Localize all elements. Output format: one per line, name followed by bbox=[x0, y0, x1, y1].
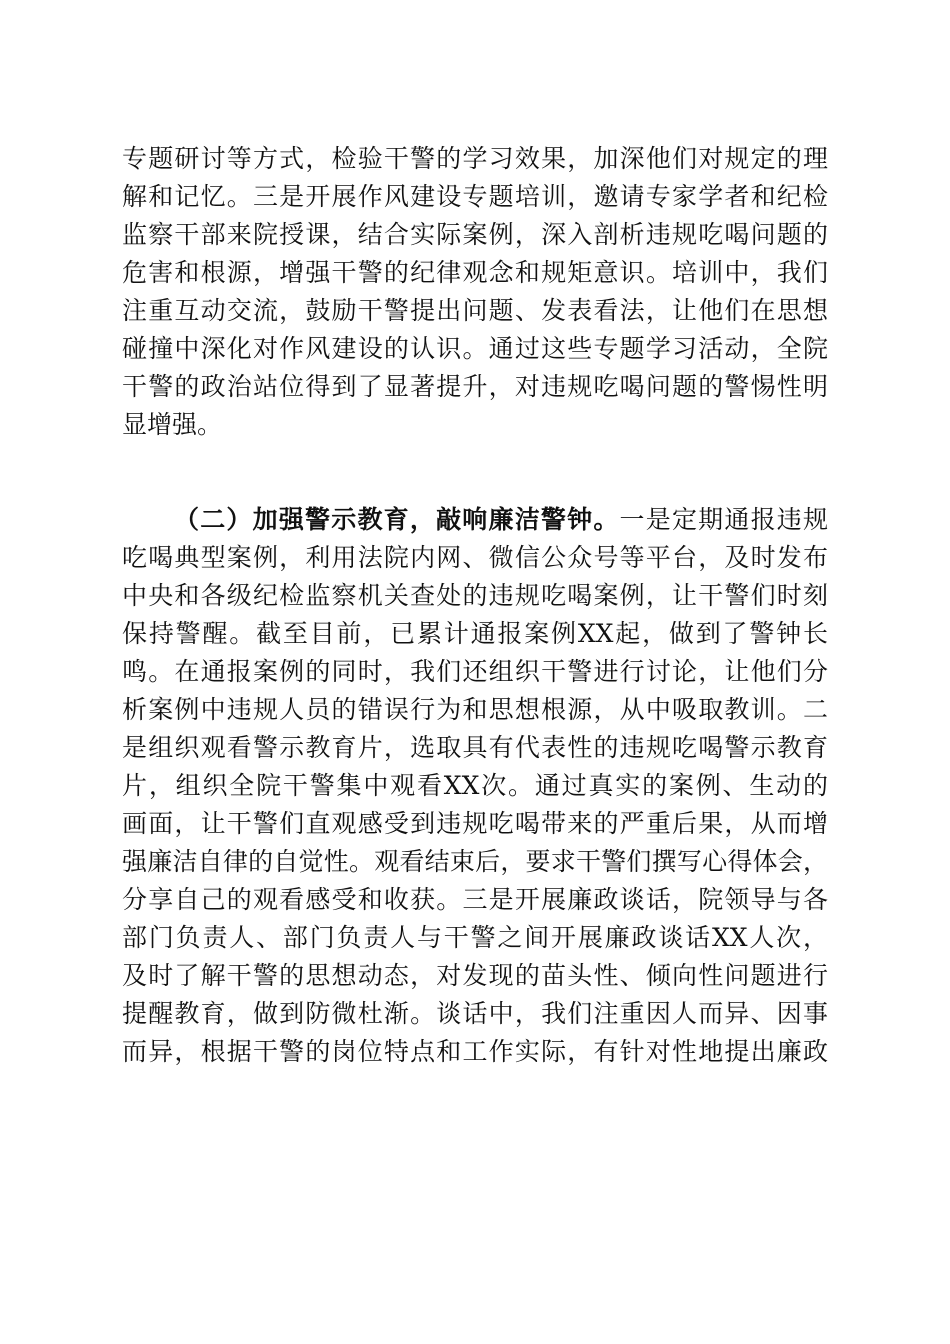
text-line: 强廉洁自律的自觉性。观看结束后，要求干警们撰写心得体会， bbox=[122, 847, 828, 876]
text-line: 部门负责人、部门负责人与干警之间开展廉政谈话XX人次， bbox=[122, 923, 828, 952]
section-heading: （二）加强警示教育，敲响廉洁警钟。 bbox=[174, 505, 620, 534]
text-line: 片，组织全院干警集中观看XX次。通过真实的案例、生动的 bbox=[122, 771, 828, 800]
text-line: 干警的政治站位得到了显著提升，对违规吃喝问题的警惕性明 bbox=[122, 372, 828, 401]
text-line: 是组织观看警示教育片，选取具有代表性的违规吃喝警示教育 bbox=[122, 733, 828, 762]
text-line: 碰撞中深化对作风建设的认识。通过这些专题学习活动，全院 bbox=[122, 334, 828, 363]
paragraph-2-first-line bbox=[122, 501, 828, 539]
text-line: 析案例中违规人员的错误行为和思想根源，从中吸取教训。二 bbox=[122, 695, 828, 724]
text-line: 危害和根源，增强干警的纪律观念和规矩意识。培训中，我们 bbox=[122, 258, 828, 287]
paragraph-2 bbox=[122, 501, 828, 1071]
text-line: 而异，根据干警的岗位特点和工作实际，有针对性地提出廉政 bbox=[122, 1037, 828, 1066]
text-line-rest: 一是定期通报违规 bbox=[619, 505, 828, 534]
text-line: 分享自己的观看感受和收获。三是开展廉政谈话，院领导与各 bbox=[122, 885, 828, 914]
text-line: 注重互动交流，鼓励干警提出问题、发表看法，让他们在思想 bbox=[122, 296, 828, 325]
text-line: 提醒教育，做到防微杜渐。谈话中，我们注重因人而异、因事 bbox=[122, 999, 828, 1028]
text-line: 及时了解干警的思想动态，对发现的苗头性、倾向性问题进行 bbox=[122, 961, 828, 990]
text-line: 保持警醒。截至目前，已累计通报案例XX起，做到了警钟长 bbox=[122, 619, 828, 648]
text-line: 吃喝典型案例，利用法院内网、微信公众号等平台，及时发布 bbox=[122, 543, 828, 572]
text-line: 中央和各级纪检监察机关查处的违规吃喝案例，让干警们时刻 bbox=[122, 581, 828, 610]
paragraph-1 bbox=[122, 140, 828, 444]
text-line: 鸣。在通报案例的同时，我们还组织干警进行讨论，让他们分 bbox=[122, 657, 828, 686]
text-line: 显增强。 bbox=[122, 410, 223, 439]
text-line: 监察干部来院授课，结合实际案例，深入剖析违规吃喝问题的 bbox=[122, 220, 828, 249]
text-line: 专题研讨等方式，检验干警的学习效果，加深他们对规定的理 bbox=[122, 144, 828, 173]
text-line: 解和记忆。三是开展作风建设专题培训，邀请专家学者和纪检 bbox=[122, 182, 828, 211]
text-line: 画面，让干警们直观感受到违规吃喝带来的严重后果，从而增 bbox=[122, 809, 828, 838]
